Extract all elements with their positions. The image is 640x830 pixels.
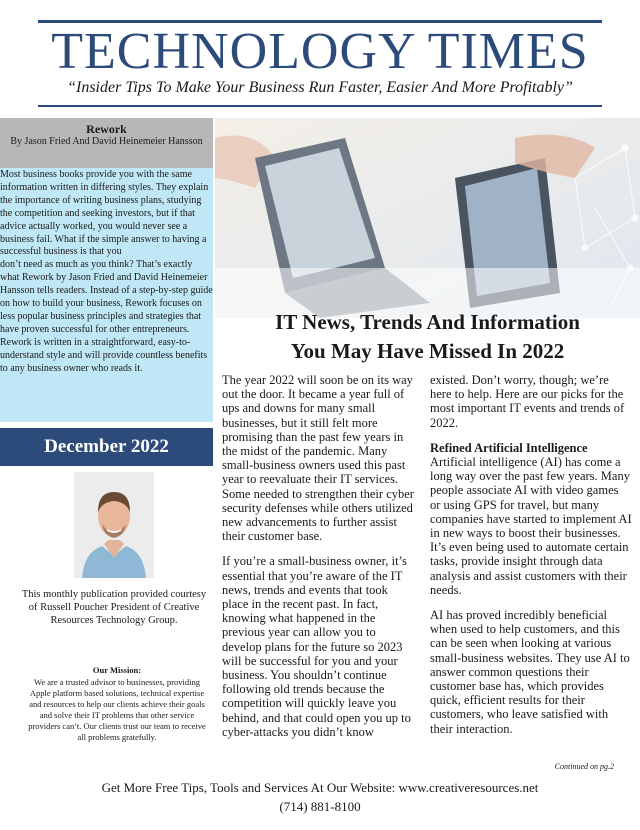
- headline-line: IT News, Trends And Information: [275, 310, 580, 334]
- article-column-2: [430, 373, 632, 747]
- article-paragraph: The year 2022 will soon be on its way out the door. It became a year full of ups and downs for many small businesses, but it still felt more promising than the past few years in the midst of the pandemic. Many small-business owners used this past year to reevaluate their IT services. Some needed to strengthen their cyber security defenses while others utilized new advancements to further assist their customer base.: [222, 373, 414, 544]
- book-review-header: [0, 118, 213, 168]
- book-title: Rework: [86, 122, 127, 136]
- article-subheading: Refined Artificial Intelligence: [430, 440, 588, 455]
- hero-image: [215, 118, 640, 318]
- book-review-box: [0, 118, 213, 422]
- article-headline: [215, 308, 640, 366]
- footer-website-line: Get More Free Tips, Tools and Services At Our Website: www.creativeresources.net: [101, 780, 539, 795]
- masthead: [0, 0, 640, 112]
- headline-line: You May Have Missed In 2022: [290, 339, 565, 363]
- continued-note: Continued on pg.2: [554, 762, 614, 771]
- laptops-illustration: [215, 118, 640, 318]
- sidebar: [0, 118, 213, 830]
- article-column-1: [222, 373, 417, 750]
- newsletter-title: TECHNOLOGY TIMES: [51, 23, 589, 80]
- author-portrait: [74, 472, 154, 578]
- masthead-bottom-rule: [38, 105, 602, 107]
- book-author: By Jason Fried And David Heinemeier Hansson: [10, 136, 203, 147]
- article-paragraph: AI has proved incredibly beneficial when used to help customers, and this can be seen when looking at various small-business websites. They use AI to answer common questions their customer base has, which provides quick, efficient results for their customers, who leave satisfied with their interaction.: [430, 608, 630, 736]
- footer-phone: (714) 881-8100: [279, 799, 361, 814]
- mission-statement: [28, 665, 206, 743]
- mission-text: We are a trusted advisor to businesses, providing Apple platform based solutions, technical expertise and resources to help our clients achieve their goals and solve their IT problems that other service providers can’t. Our clients trust our team to receive all problems gratefully.: [28, 677, 206, 742]
- article-paragraph: If you’re a small-business owner, it’s essential that you’re aware of the IT news, trends and events that took place in the recent past. In fact, knowing what happened in the previous year can allow you to develop plans for the future so 2023 will be successful for you and your business. You shouldn’t continue following old trends because the competition will quickly leave you behind, and that could open you up to cyber-attacks you didn’t know: [222, 554, 411, 739]
- mission-title: Our Mission:: [92, 665, 142, 675]
- book-review-paragraph: Most business books provide you with the same information written in differing styles. They explain the importance of writing business plans, studying the competition and seeking investors, but if that advice actually worked, you would never see a business fail. What if the simple answer to having a successful business is that you: [0, 169, 209, 258]
- courtesy-note: This monthly publication provided courtesy of Russell Poucher President of Creative Resources Technology Group.: [21, 589, 207, 626]
- article-paragraph: existed. Don’t worry, though; we’re here to help. Here are our picks for the most important IT events and trends of 2022.: [430, 373, 625, 430]
- issue-date: December 2022: [0, 428, 213, 466]
- portrait-illustration: [74, 472, 154, 578]
- book-review-paragraph: don’t need as much as you think? That’s exactly what Rework by Jason Fried and David Heinemeier Hansson tells readers. Instead of a step-by-step guide on how to build your business, Rework focuses on less popular business principles and strategies that have proven successful for other entrepreneurs. Rework is written in a straightforward, easy-to-understand style and will provide countless benefits to any business owner who reads it.: [0, 259, 213, 374]
- book-review-text: [0, 168, 213, 376]
- article-paragraph: Artificial intelligence (AI) has come a long way over the past few years. Many people associate AI with video games or using GPS for travel, but many companies have started to implement AI in new ways to boost their businesses. It’s even being used to automate certain tasks, provide insight through data analysis and assist customers with their needs.: [430, 455, 632, 597]
- newsletter-tagline: “Insider Tips To Make Your Business Run Faster, Easier And More Profitably”: [67, 79, 573, 96]
